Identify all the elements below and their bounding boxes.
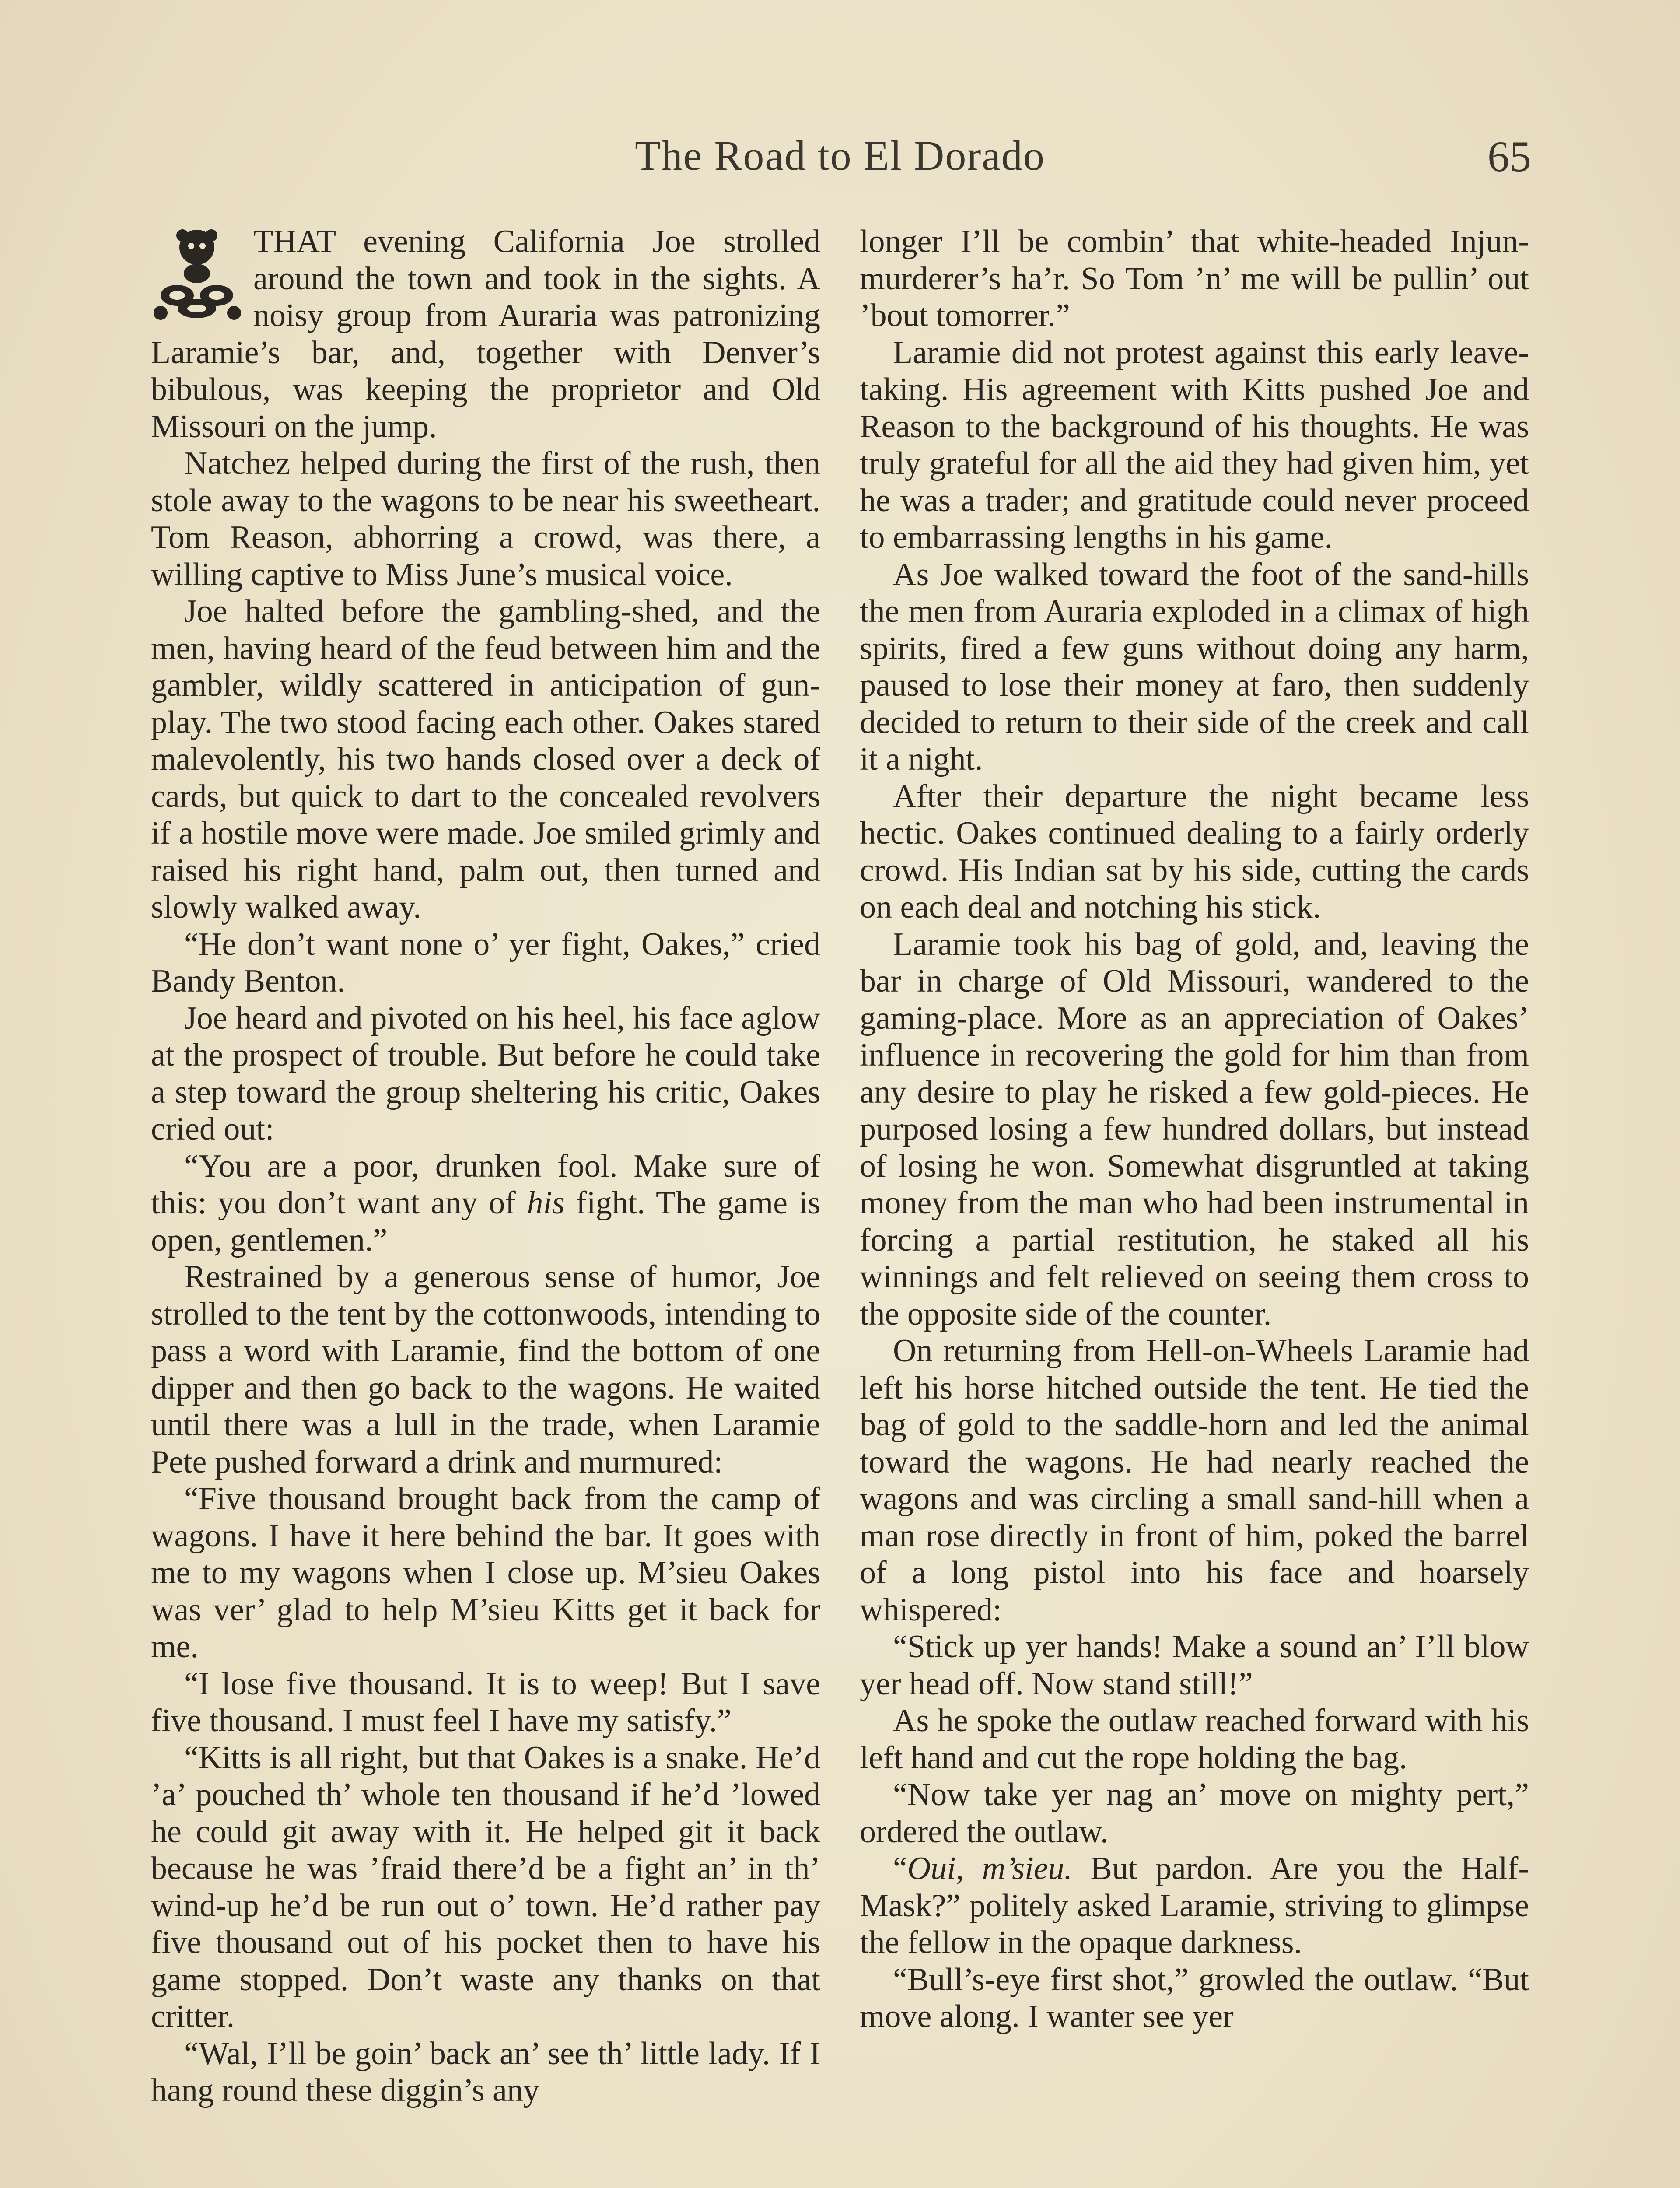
paragraph: Natchez helped during the first of the rush, then stole away to the wagons to be near his sweetheart. Tom Reason, abhorring a crowd, was there, a willing captive to Miss June’s musical voice.: [151, 445, 820, 593]
paragraph: “Five thousand brought back from the camp of wagons. I have it here behind the bar. It goes with me to my wagons when I close up. M’sieu Oakes was ver’ glad to help M’sieu Kitts get it back for me.: [151, 1481, 820, 1665]
running-header-title: The Road to El Dorado: [635, 132, 1045, 179]
paragraph: Restrained by a generous sense of humor, Joe strolled to the tent by the cottonwoods, intending to pass a word with Laramie, find the bottom of one dipper and then go back to the wagons. He waited until there was a lull in the trade, when Laramie Pete pushed forward a drink and murmured:: [151, 1259, 820, 1480]
paragraph: After their departure the night became less hectic. Oakes continued dealing to a fairly orderly crowd. His Indian sat by his side, cutting the cards on each deal and notching his stick.: [860, 778, 1529, 925]
paragraph: Laramie did not protest against this early leave-taking. His agreement with Kitts pushed Joe and Reason to the background of his thoughts. He was truly grateful for all the aid they had given him, yet he was a trader; and gratitude could never proceed to embarrassing lengths in his game.: [860, 334, 1529, 555]
paragraph: “Stick up yer hands! Make a sound an’ I’ll blow yer head off. Now stand still!”: [860, 1629, 1529, 1702]
page-number: 65: [1488, 132, 1531, 181]
paragraph: “Bull’s-eye first shot,” growled the outlaw. “But move along. I wanter see yer: [860, 1961, 1529, 2034]
paragraph: As Joe walked toward the foot of the sand-hills the men from Auraria exploded in a climax of high spirits, fired a few guns without doing any harm, paused to lose their money at faro, then suddenly decided to return to their side of the creek and call it a night.: [860, 556, 1529, 777]
paragraph: “He don’t want none o’ yer fight, Oakes,” cried Bandy Benton.: [151, 926, 820, 999]
paragraph: “Wal, I’ll be goin’ back an’ see th’ little lady. If I hang round these diggin’s any: [151, 2035, 820, 2108]
paragraph: “Kitts is all right, but that Oakes is a snake. He’d ’a’ pouched th’ whole ten thousand if he’d ’lowed he could git away with it. He helped git it back because he was ’fraid there’d be a fight an’ in th’ wind-up he’d be run out o’ town. He’d rather pay five thousand out of his pocket then to have his game stopped. Don’t waste any thanks on that critter.: [151, 1739, 820, 2034]
paragraph: Joe halted before the gambling-shed, and the men, having heard of the feud between him and the gambler, wildly scattered in anticipation of gun-play. The two stood facing each other. Oakes stared malevolently, his two hands closed over a deck of cards, but quick to dart to the concealed revolvers if a hostile move were made. Joe smiled grimly and raised his right hand, palm out, then turned and slowly walked away.: [151, 593, 820, 925]
paragraph: “Oui, m’sieu. But pardon. Are you the Half-Mask?” politely asked Laramie, striving to glimpse the fellow in the opaque darkness.: [860, 1851, 1529, 1960]
paragraph: As he spoke the outlaw reached forward with his left hand and cut the rope holding the bag.: [860, 1703, 1529, 1776]
left-text-column: [151, 223, 820, 2109]
right-text-column: [860, 223, 1529, 2035]
paragraph: THAT evening California Joe strolled around the town and took in the sights. A noisy group from Auraria was patronizing Laramie’s bar, and, together with Denver’s bibulous, was keeping the proprietor and Old Missouri on the jump.: [151, 224, 820, 445]
paragraph: Laramie took his bag of gold, and, leaving the bar in charge of Old Missouri, wandered to the gaming-place. More as an appreciation of Oakes’ influence in recovering the gold for him than from any desire to play he risked a few gold-pieces. He purposed losing a few hundred dollars, but instead of losing he won. Somewhat disgruntled at taking money from the man who had been instrumental in forcing a partial restitution, he staked all his winnings and felt relieved on seeing them cross to the opposite side of the counter.: [860, 926, 1529, 1332]
ornamental-dropcap-icon: [151, 223, 243, 322]
paragraph: On returning from Hell-on-Wheels Laramie had left his horse hitched outside the tent. He tied the bag of gold to the saddle-horn and led the animal toward the wagons. He had nearly reached the wagons and was circling a small sand-hill when a man rose directly in front of him, poked the barrel of a long pistol into his face and hoarsely whispered:: [860, 1333, 1529, 1628]
paragraph: “I lose five thousand. It is to weep! But I save five thousand. I must feel I have my satisfy.”: [151, 1666, 820, 1739]
paragraph: longer I’ll be combin’ that white-headed Injun-murderer’s ha’r. So Tom ’n’ me will be pullin’ out ’bout tomorrer.”: [860, 224, 1529, 333]
paragraph: Joe heard and pivoted on his heel, his face aglow at the prospect of trouble. But before he could take a step toward the group sheltering his critic, Oakes cried out:: [151, 1000, 820, 1147]
paragraph: “Now take yer nag an’ move on mighty pert,” ordered the outlaw.: [860, 1777, 1529, 1850]
paragraph: “You are a poor, drunken fool. Make sure of this: you don’t want any of his fight. The game is open, gentlemen.”: [151, 1148, 820, 1258]
